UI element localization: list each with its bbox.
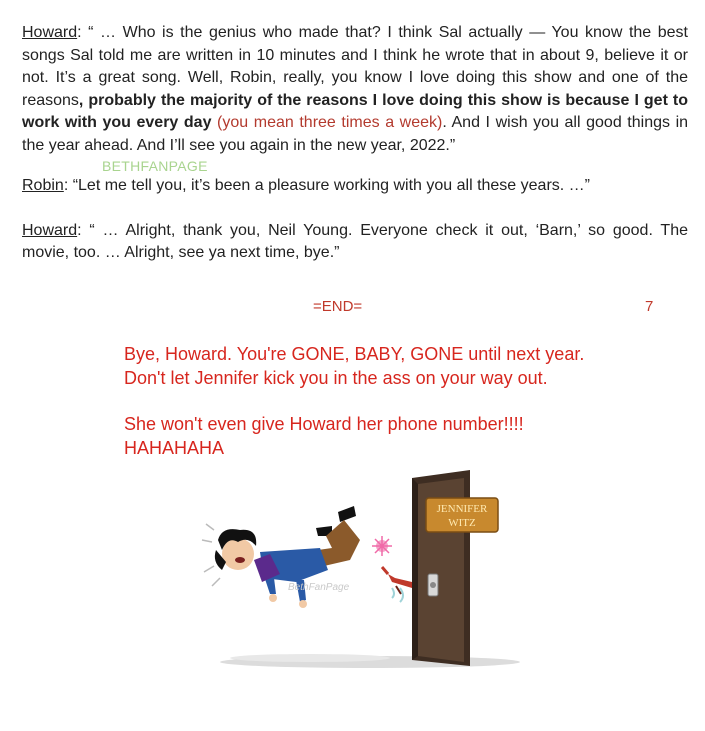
paragraph-howard-1 (22, 22, 688, 157)
speaker-label: Howard (22, 221, 78, 239)
door-sign-line-1: JENNIFER (436, 503, 488, 515)
watermark-text: BETHFANPAGE (102, 158, 208, 174)
quote-text: : “ … Who is the genius who made that? I think Sal actually — You know the best songs Sal told me are written in 10 minutes and I think he wrote that in about 9, believe it or not. It’s a great song. Well, Robin, really, you know I love doing this show and one of the reasons (22, 24, 688, 109)
transcript (22, 22, 688, 265)
end-marker: =END= (313, 298, 363, 315)
door-icon (412, 470, 498, 666)
door-kick-cartoon (200, 470, 530, 680)
paragraph-howard-2 (22, 220, 688, 265)
ground-shadow-inner (230, 654, 390, 662)
editor-note: (you mean three times a week) (211, 114, 443, 131)
kicking-leg-icon (382, 567, 412, 594)
page-number: 7 (645, 298, 654, 315)
quote-bold-text: , probably the majority of the reasons I love doing this show is because I get to work with you every day (22, 91, 688, 131)
impact-burst-icon (372, 536, 403, 602)
image-watermark: BethFanPage (288, 582, 350, 593)
caption-line-1: Bye, Howard. You're GONE, BABY, GONE until next year. Don't let Jennifer kick you in the ass on your way out. (124, 344, 585, 388)
quote-text: : “ … Alright, thank you, Neil Young. Everyone check it out, ‘Barn,’ so good. The movie, too. … Alright, see ya next time, bye.” (22, 221, 688, 261)
quote-text-end: . And I wish you all good things in the year ahead. And I’ll see you again in the new year, 2022.” (22, 114, 689, 154)
speaker-label: Howard (22, 24, 78, 41)
speaker-label: Robin (22, 177, 64, 194)
paragraph-robin (22, 175, 688, 198)
door-sign-line-2: WITZ (448, 517, 476, 529)
quote-text: : “Let me tell you, it’s been a pleasure working with you all these years. …” (63, 177, 590, 194)
caption-line-2: She won't even give Howard her phone number!!!! HAHAHAHA (124, 414, 524, 458)
caption (124, 343, 604, 460)
